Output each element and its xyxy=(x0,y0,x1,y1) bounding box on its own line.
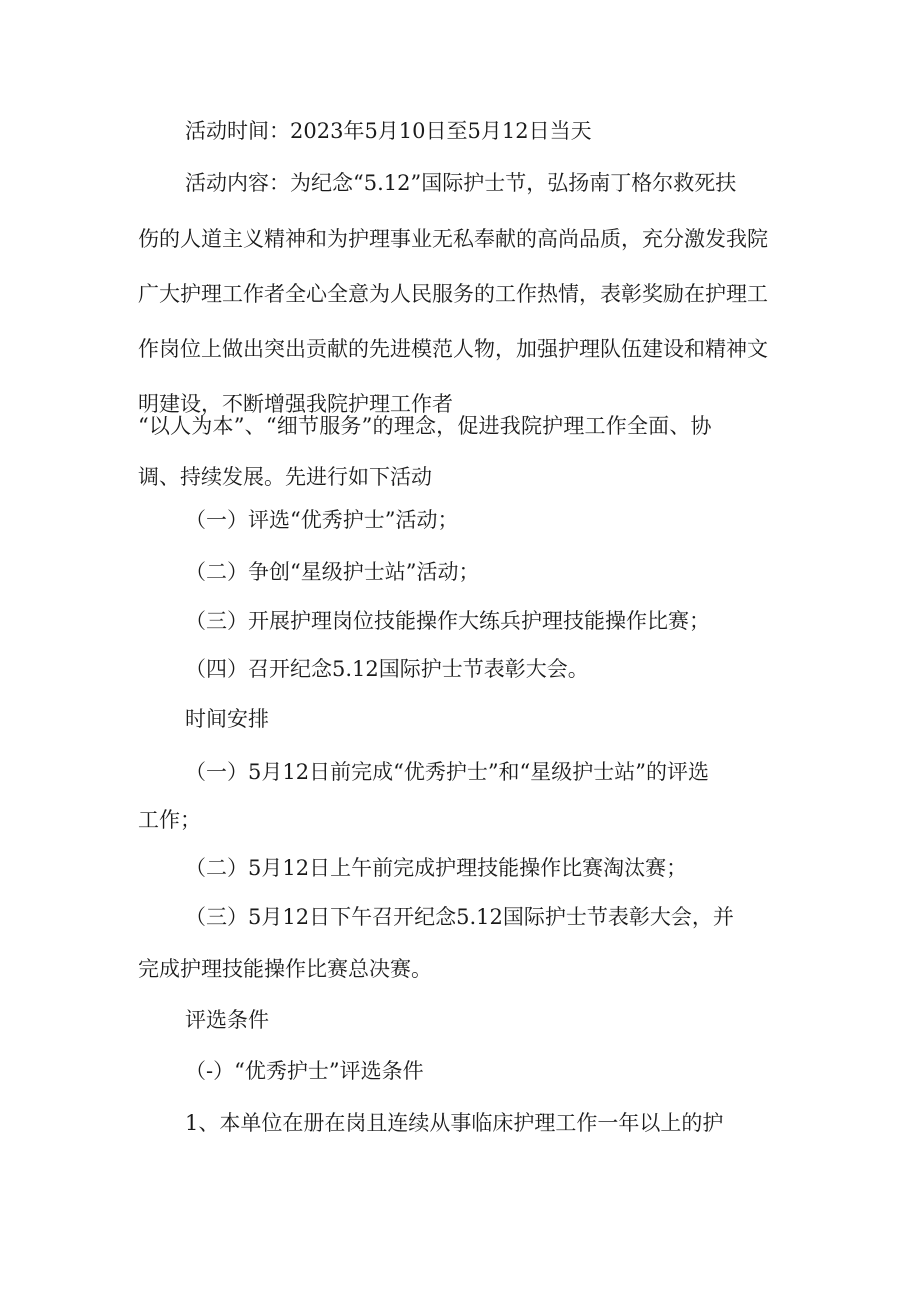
paragraph-line: 广大护理工作者全心全意为人民服务的工作热情，表彰奖励在护理工 xyxy=(138,282,768,306)
criteria-item-1: 1、本单位在册在岗且连续从事临床护理工作一年以上的护 xyxy=(185,1111,724,1135)
activity-time-line: 活动时间：2023年5月10日至5月12日当天 xyxy=(185,119,592,143)
activity-item-3: （三）开展护理岗位技能操作大练兵护理技能操作比赛； xyxy=(185,609,710,633)
section-heading-schedule: 时间安排 xyxy=(185,707,269,731)
paragraph-line: 调、持续发展。先进行如下活动 xyxy=(138,465,432,489)
schedule-item-3-cont: 完成护理技能操作比赛总决赛。 xyxy=(138,957,432,981)
activity-content-line: 活动内容：为纪念“5.12”国际护士节，弘扬南丁格尔救死扶 xyxy=(185,171,737,195)
activity-item-2: （二）争创“星级护士站”活动； xyxy=(185,560,480,584)
schedule-item-2: （二）5月12日上午前完成护理技能操作比赛淘汰赛； xyxy=(185,856,688,880)
paragraph-line: 伤的人道主义精神和为护理事业无私奉献的高尚品质，充分激发我院 xyxy=(138,227,768,251)
section-heading-criteria: 评选条件 xyxy=(185,1008,269,1032)
paragraph-line: “以人为本”、“细节服务”的理念，促进我院护理工作全面、协 xyxy=(138,414,712,438)
schedule-item-1: （一）5月12日前完成“优秀护士”和“星级护士站”的评选 xyxy=(185,760,710,784)
activity-item-1: （一）评选“优秀护士”活动； xyxy=(185,508,459,532)
schedule-item-1-cont: 工作； xyxy=(138,808,201,832)
paragraph-line: 作岗位上做出突出贡献的先进模范人物，加强护理队伍建设和精神文 xyxy=(138,337,768,361)
schedule-item-3: （三）5月12日下午召开纪念5.12国际护士节表彰大会，并 xyxy=(185,905,734,929)
paragraph-line: 明建设，不断增强我院护理工作者 xyxy=(138,392,453,416)
activity-item-4: （四）召开纪念5.12国际护士节表彰大会。 xyxy=(185,657,589,681)
criteria-subheading: （-）“优秀护士”评选条件 xyxy=(185,1059,424,1083)
